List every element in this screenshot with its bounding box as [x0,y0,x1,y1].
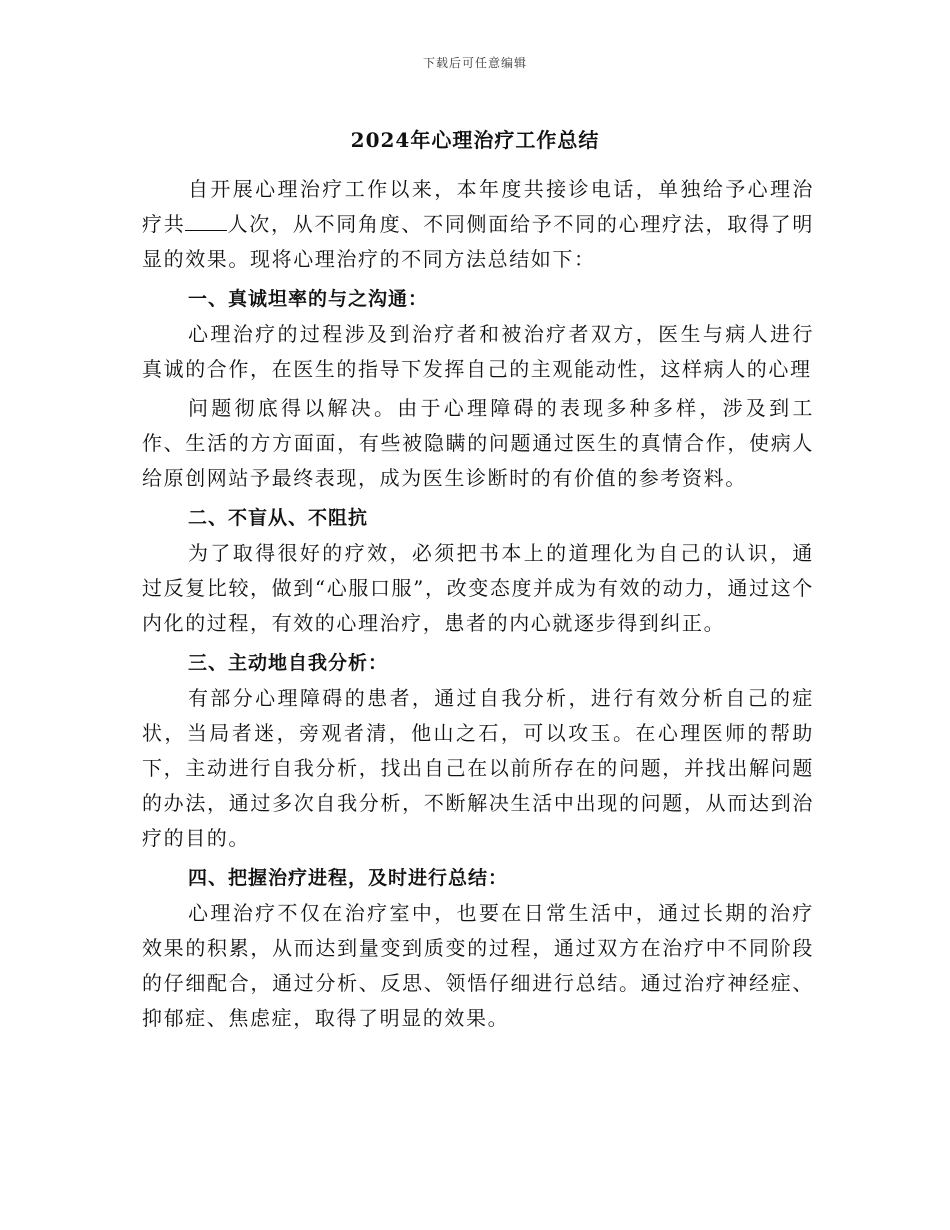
section-heading-4: 四、把握治疗进程，及时进行总结： [188,867,509,889]
section-heading-3: 三、主动地自我分析： [188,652,389,674]
intro-text-part2: 人次，从不同角度、不同侧面给予不同的心理疗法，取得了明显的效果。现将心理治疗的不同方法总结如下： [142,212,814,271]
page-header-note: 下载后可任意编辑 [422,56,527,70]
fill-in-blank [185,212,227,231]
section-1-paragraph-2: 问题彻底得以解决。由于心理障碍的表现多种多样，涉及到工作、生活的方方面面，有些被隐瞒的问题通过医生的真情合作，使病人给原创网站予最终表现，成为医生诊断时的有价值的参考资料。 [142,396,814,490]
section-3-paragraph-1: 有部分心理障碍的患者，通过自我分析，进行有效分析自己的症状，当局者迷，旁观者清，他山之石，可以攻玉。在心理医师的帮助下，主动进行自我分析，找出自己在以前所存在的问题，并找出解问题的办法，通过多次自我分析，不断解决生活中出现的问题，从而达到治疗的目的。 [142,686,814,850]
document-body [142,172,814,1036]
section-2-paragraph-1: 为了取得很好的疗效，必须把书本上的道理化为自己的认识，通过反复比较，做到“心服口服”，改变态度并成为有效的动力，通过这个内化的过程，有效的心理治疗，患者的内心就逐步得到纠正。 [142,541,814,635]
section-1-paragraph-1: 心理治疗的过程涉及到治疗者和被治疗者双方，医生与病人进行真诚的合作，在医生的指导下发挥自己的主观能动性，这样病人的心理 [142,322,814,381]
intro-text-part1: 自开展心理治疗工作以来，本年度共接诊电话，单独给予心理治疗共 [142,177,814,236]
section-heading-1: 一、真诚坦率的与之沟通： [188,288,429,310]
intro-paragraph [142,172,814,277]
section-4-paragraph-1: 心理治疗不仅在治疗室中，也要在日常生活中，通过长期的治疗效果的积累，从而达到量变到质变的过程，通过双方在治疗中不同阶段的仔细配合，通过分析、反思、领悟仔细进行总结。通过治疗神经症、抑郁症、焦虑症，取得了明显的效果。 [142,901,814,1030]
section-heading-2: 二、不盲从、不阻抗 [188,507,369,529]
document-title: 2024年心理治疗工作总结 [350,128,600,152]
